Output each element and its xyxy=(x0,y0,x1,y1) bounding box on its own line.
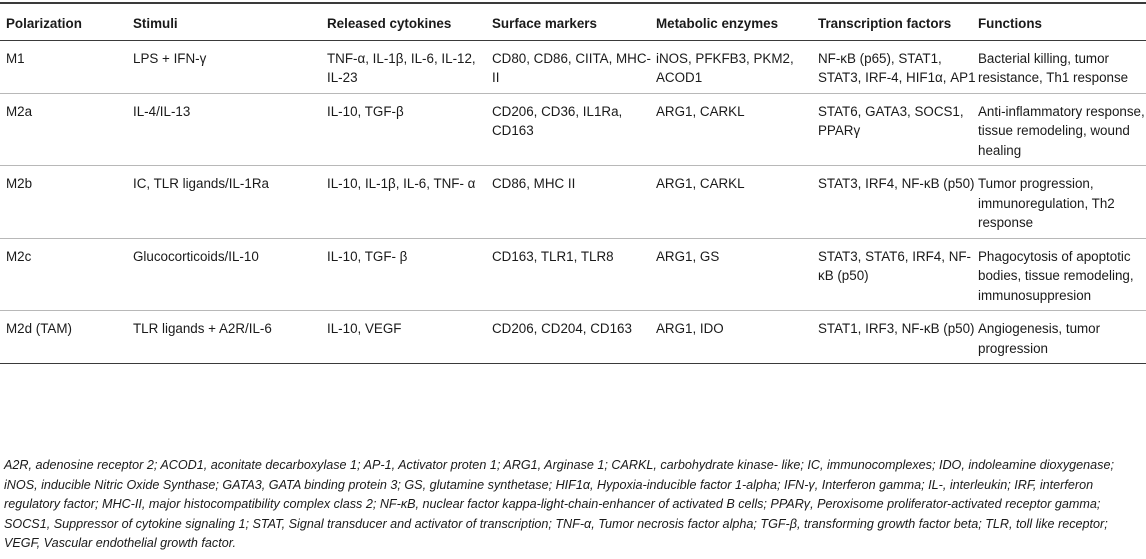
cell-transcription-factors: STAT6, GATA3, SOCS1, PPARγ xyxy=(818,103,964,138)
cell-polarization: M2c xyxy=(6,248,32,264)
header-metabolic-enzymes: Metabolic enzymes xyxy=(656,16,779,31)
cell-metabolic-enzymes: iNOS, PFKFB3, PKM2, ACOD1 xyxy=(656,50,794,85)
table-header-row xyxy=(0,3,1146,40)
cell-cytokines: IL-10, TGF-β xyxy=(327,103,404,119)
header-surface-markers: Surface markers xyxy=(492,16,597,31)
cell-functions: Phagocytosis of apoptotic bodies, tissue remodeling, immunosuppresion xyxy=(978,248,1134,303)
cell-cytokines: IL-10, VEGF xyxy=(327,321,402,336)
cell-stimuli: Glucocorticoids/IL-10 xyxy=(133,248,259,264)
table-row xyxy=(0,40,1146,93)
cell-cytokines: TNF-α, IL-1β, IL-6, IL-12, IL-23 xyxy=(327,50,476,85)
cell-metabolic-enzymes: ARG1, IDO xyxy=(656,321,724,336)
cell-surface-markers: CD206, CD204, CD163 xyxy=(492,321,632,336)
cell-polarization: M1 xyxy=(6,50,25,66)
cell-surface-markers: CD206, CD36, IL1Ra, CD163 xyxy=(492,103,623,138)
cell-transcription-factors: STAT3, STAT6, IRF4, NF-κB (p50) xyxy=(818,248,972,283)
header-transcription-factors: Transcription factors xyxy=(818,16,952,31)
table-row xyxy=(0,93,1146,166)
cell-surface-markers: CD86, MHC II xyxy=(492,176,576,191)
table-row xyxy=(0,311,1146,364)
header-functions: Functions xyxy=(978,16,1042,31)
cell-surface-markers: CD163, TLR1, TLR8 xyxy=(492,248,614,264)
header-stimuli: Stimuli xyxy=(133,16,178,31)
cell-functions: Bacterial killing, tumor resistance, Th1 response xyxy=(978,50,1129,85)
cell-stimuli: IL-4/IL-13 xyxy=(133,103,191,119)
cell-cytokines: IL-10, IL-1β, IL-6, TNF- α xyxy=(327,176,476,191)
macrophage-polarization-table xyxy=(0,2,1146,364)
table-row xyxy=(0,238,1146,311)
cell-cytokines: IL-10, TGF- β xyxy=(327,248,408,264)
cell-metabolic-enzymes: ARG1, GS xyxy=(656,248,720,264)
table-footnote-abbreviations: A2R, adenosine receptor 2; ACOD1, aconitate decarboxylase 1; AP-1, Activator proten 1; ARG1, Arginase 1; CARKL, carbohydrate kinase- like; IC, immunocomplexes; IDO, indoleamine dioxygenase; iNOS, inducible Nitric Oxide Synthase; GATA3, GATA binding protein 3; GS, glutamine synthetase; HIF1α, Hypoxia-inducible factor 1-alpha; IFN-γ, Interferon gamma; IL-, interleukin; IRF, interferon regulatory factor; MHC-II, major histocompatibility complex class 2; NF-κB, nuclear factor kappa-light-chain-enhancer of activated B cells; PPARγ, Peroxisome proliferator-activated receptor gamma; SOCS1, Suppressor of cytokine signaling 1; STAT, Signal transducer and activator of transcription; TNF-α, Tumor necrosis factor alpha; TGF-β, transforming growth factor beta; TLR, toll like receptor; VEGF, Vascular endothelial growth factor. xyxy=(4,458,1114,551)
header-polarization: Polarization xyxy=(6,16,82,31)
cell-stimuli: TLR ligands + A2R/IL-6 xyxy=(133,321,272,336)
cell-transcription-factors: NF-κB (p65), STAT1, STAT3, IRF-4, HIF1α, AP1 xyxy=(818,50,976,85)
cell-polarization: M2b xyxy=(6,176,33,191)
cell-transcription-factors: STAT1, IRF3, NF-κB (p50) xyxy=(818,321,975,336)
cell-metabolic-enzymes: ARG1, CARKL xyxy=(656,103,745,119)
header-released-cytokines: Released cytokines xyxy=(327,16,452,31)
cell-stimuli: LPS + IFN-γ xyxy=(133,50,207,66)
cell-stimuli: IC, TLR ligands/IL-1Ra xyxy=(133,176,269,191)
cell-metabolic-enzymes: ARG1, CARKL xyxy=(656,176,745,191)
cell-functions: Anti-inflammatory response, tissue remodeling, wound healing xyxy=(978,103,1145,158)
cell-functions: Tumor progression, immunoregulation, Th2 response xyxy=(978,176,1115,230)
table-row xyxy=(0,166,1146,239)
cell-polarization: M2a xyxy=(6,103,33,119)
cell-surface-markers: CD80, CD86, CIITA, MHC-II xyxy=(492,50,651,85)
cell-functions: Angiogenesis, tumor progression xyxy=(978,321,1101,356)
cell-transcription-factors: STAT3, IRF4, NF-κB (p50) xyxy=(818,176,975,191)
cell-polarization: M2d (TAM) xyxy=(6,321,72,336)
